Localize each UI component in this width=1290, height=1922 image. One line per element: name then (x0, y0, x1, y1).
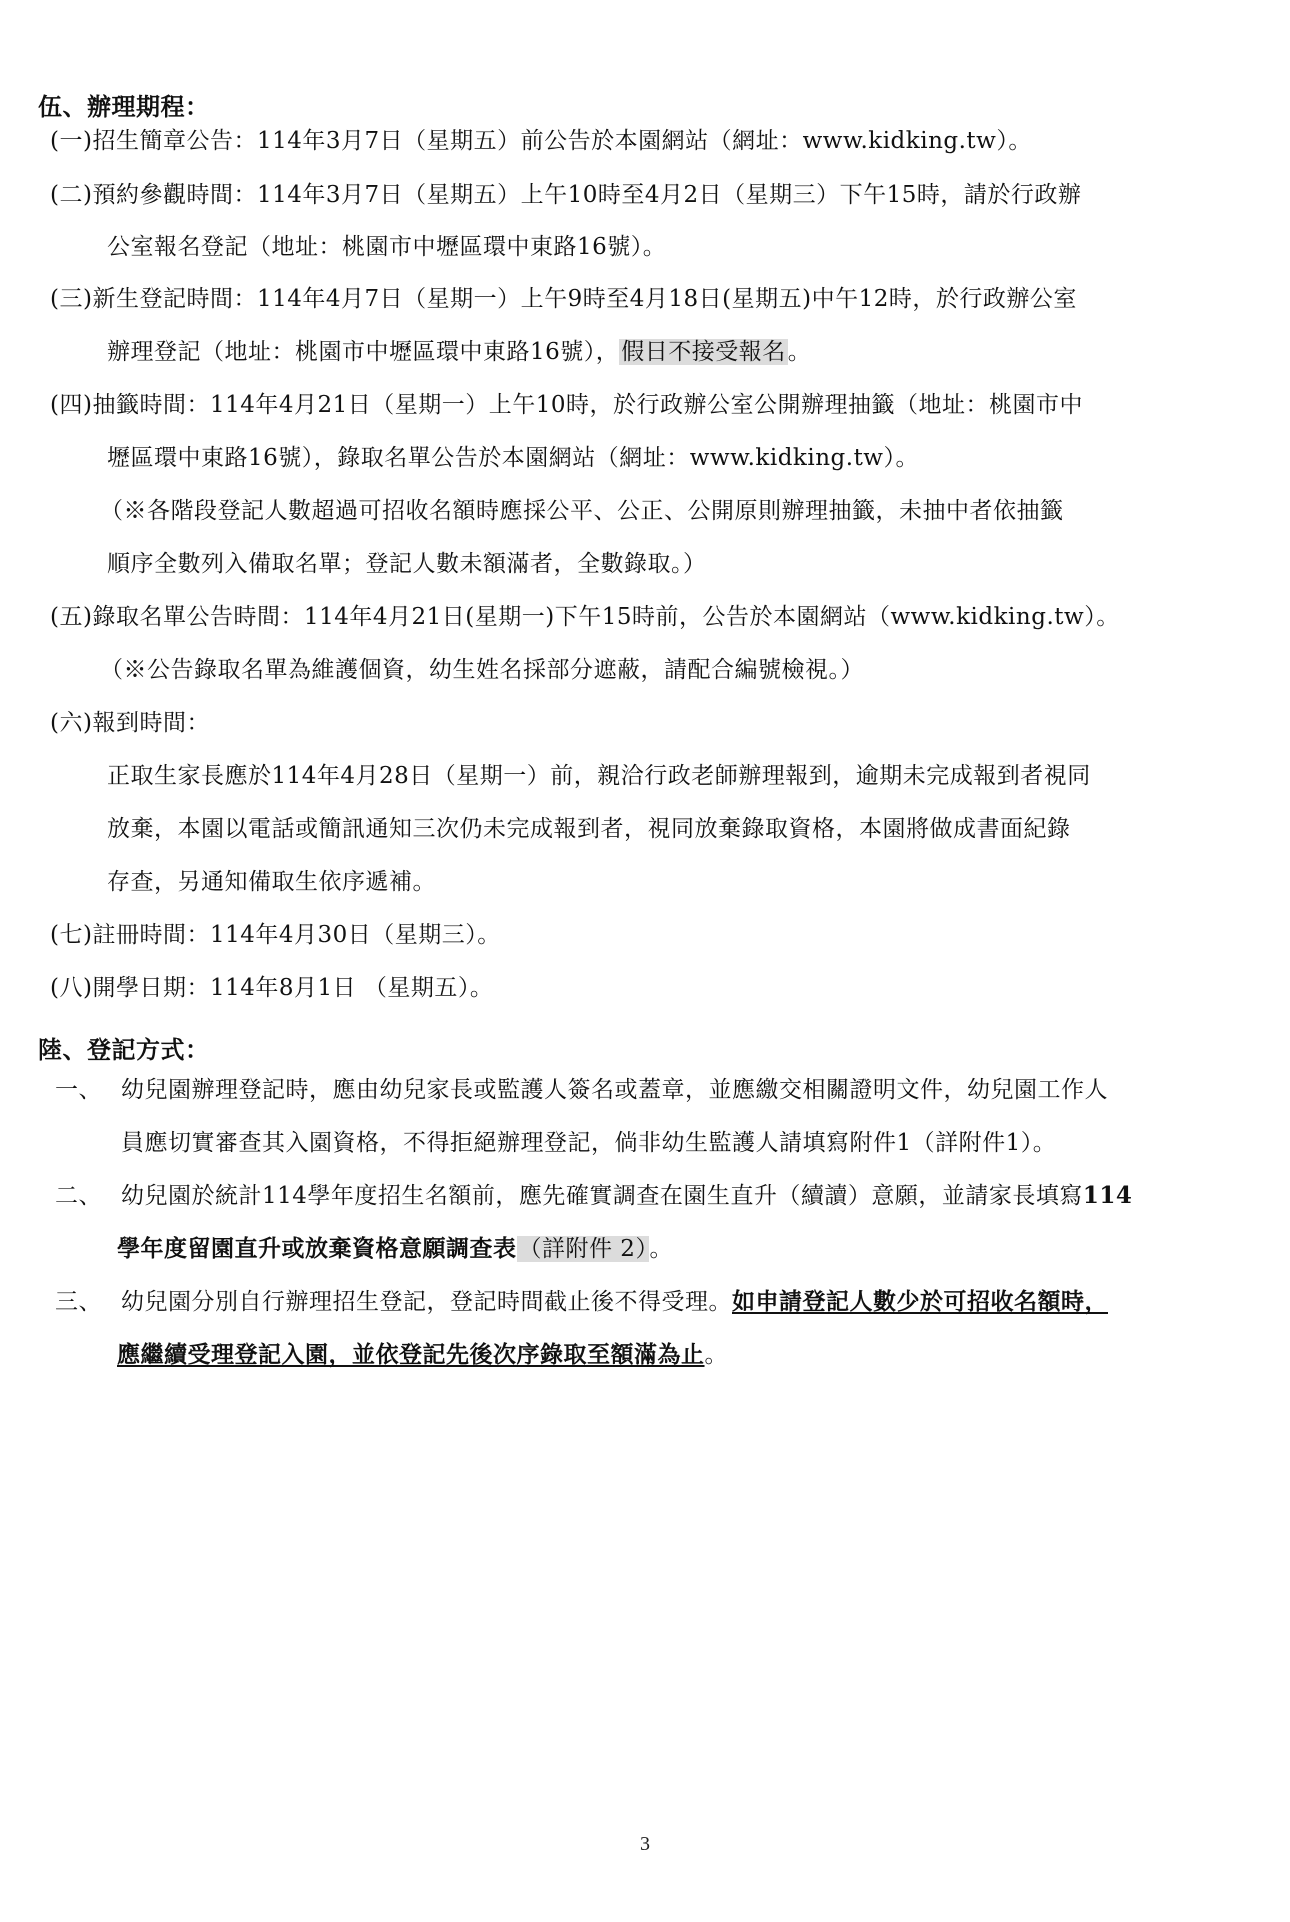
item-6-text: 報到時間： (92, 710, 210, 736)
method-1-text: 幼兒園辦理登記時，應由幼兒家長或監護人簽名或蓋章，並應繳交相關證明文件，幼兒園工作人 (121, 1077, 1108, 1103)
item-3-cont-text: 辦理登記（地址：桃園市中壢區環中東路16號）， (107, 339, 620, 365)
method-2 (55, 1181, 1132, 1211)
item-3-text: 新生登記時間：114年4月7日（星期一）上午9時至4月18日(星期五)中午12時，於行政辦公室 (92, 286, 1077, 312)
method-3 (55, 1287, 1108, 1317)
item-5 (50, 602, 1120, 632)
method-3-cont-tail: 。 (704, 1342, 728, 1368)
item-2 (50, 180, 1081, 210)
item-5-text: 錄取名單公告時間：114年4月21日(星期一)下午15時前，公告於本園網站（www.kidking.tw）。 (92, 604, 1120, 630)
method-2-label: 二、 (55, 1183, 102, 1209)
item-8-text: 開學日期：114年8月1日 （星期五）。 (92, 975, 494, 1001)
item-4-note-line1: （※各階段登記人數超過可招收名額時應採公平、公正、公開原則辦理抽籤，未抽中者依抽籤 (100, 498, 1064, 524)
method-3-cont-emphasis: 應繼續受理登記入園，並依登記先後次序錄取至額滿為止 (117, 1341, 705, 1368)
item-8-label: (八) (50, 975, 93, 1001)
method-2-attachment-ref: （詳附件 2） (518, 1236, 648, 1262)
item-1-label: (一) (50, 128, 93, 154)
item-5-note: （※公告錄取名單為維護個資，幼生姓名採部分遮蔽，請配合編號檢視。） (100, 657, 864, 683)
item-3 (50, 284, 1077, 314)
item-6 (50, 708, 210, 738)
item-6-label: (六) (50, 710, 93, 736)
item-7-text: 註冊時間：114年4月30日（星期三）。 (92, 922, 501, 948)
method-1-label: 一、 (55, 1077, 102, 1103)
method-3-text: 幼兒園分別自行辦理招生登記，登記時間截止後不得受理。 (121, 1289, 732, 1315)
method-1 (55, 1075, 1108, 1105)
item-8 (50, 973, 493, 1003)
item-4-label: (四) (50, 392, 93, 418)
item-3-highlight: 假日不接受報名 (621, 339, 786, 365)
item-2-text: 預約參觀時間：114年3月7日（星期五）上午10時至4月2日（星期三）下午15時，請於行政辦 (92, 182, 1082, 208)
item-3-label: (三) (50, 286, 93, 312)
method-3-label: 三、 (55, 1289, 102, 1315)
item-2-continuation: 公室報名登記（地址：桃園市中壢區環中東路16號）。 (107, 234, 667, 260)
item-1-text: 招生簡章公告：114年3月7日（星期五）前公告於本園網站（網址：www.kidking.tw）。 (92, 128, 1032, 154)
method-3-text-emphasis: 如申請登記人數少於可招收名額時， (732, 1288, 1108, 1315)
item-3-cont-tail: 。 (787, 339, 812, 365)
method-3-continuation (117, 1340, 728, 1370)
method-2-continuation (117, 1234, 673, 1264)
item-4 (50, 390, 1083, 420)
method-1-continuation: 員應切實審查其入園資格，不得拒絕辦理登記，倘非幼生監護人請填寫附件1（詳附件1）。 (121, 1130, 1057, 1156)
item-7-label: (七) (50, 922, 93, 948)
item-7 (50, 920, 501, 950)
section-6-heading: 陸、登記方式： (38, 1035, 210, 1064)
section-5-heading: 伍、辦理期程： (38, 92, 210, 121)
method-2-cont-tail: 。 (649, 1236, 673, 1262)
item-4-text: 抽籤時間：114年4月21日（星期一）上午10時，於行政辦公室公開辦理抽籤（地址：桃園市中 (92, 392, 1084, 418)
method-2-text: 幼兒園於統計114學年度招生名額前，應先確實調查在園生直升（續讀）意願，並請家長填寫 (121, 1183, 1083, 1209)
item-1 (50, 126, 1032, 156)
method-2-text-bold: 114 (1082, 1182, 1133, 1209)
item-5-label: (五) (50, 604, 93, 630)
item-6-paragraph-line2: 放棄，本園以電話或簡訊通知三次仍未完成報到者，視同放棄錄取資格，本園將做成書面紀錄 (107, 816, 1071, 842)
item-3-continuation (107, 337, 811, 367)
method-2-form-name: 學年度留園直升或放棄資格意願調查表 (117, 1235, 517, 1262)
item-2-label: (二) (50, 182, 93, 208)
item-6-paragraph-line3: 存查，另通知備取生依序遞補。 (107, 869, 436, 895)
page-number: 3 (640, 1833, 650, 1855)
item-6-paragraph-line1: 正取生家長應於114年4月28日（星期一）前，親洽行政老師辦理報到，逾期未完成報到者視同 (107, 763, 1091, 789)
item-4-continuation: 壢區環中東路16號），錄取名單公告於本園網站（網址：www.kidking.tw）。 (107, 445, 919, 471)
item-4-note-line2: 順序全數列入備取名單；登記人數未額滿者，全數錄取。） (107, 551, 707, 577)
